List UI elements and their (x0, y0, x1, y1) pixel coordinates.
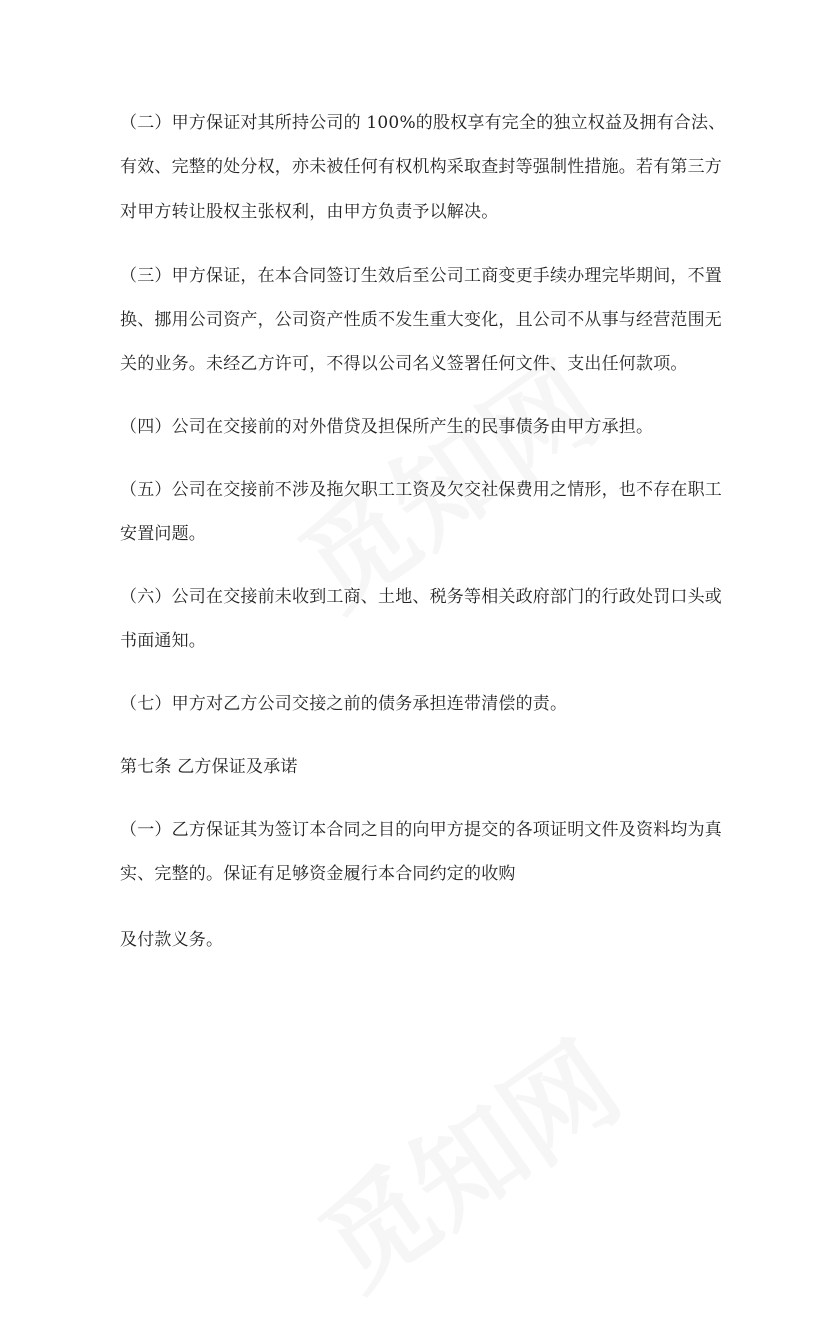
paragraph-line: 关的业务。未经乙方许可，不得以公司名义签署任何文件、支出任何款项。 (120, 354, 688, 374)
paragraph-line: （二）甲方保证对其所持公司的 100%的股权享有完全的独立权益及拥有合法、 (120, 113, 726, 133)
paragraph-line: （五）公司在交接前不涉及拖欠职工工资及欠交社保费用之情形，也不存在职工 (120, 480, 722, 500)
paragraph-line: （六）公司在交接前未收到工商、土地、税务等相关政府部门的行政处罚口头或 (120, 587, 722, 607)
paragraph-line: 实、完整的。保证有足够资金履行本合同约定的收购 (120, 864, 516, 884)
paragraph-line: 对甲方转让股权主张权利，由甲方负责予以解决。 (120, 202, 499, 222)
watermark (285, 1000, 646, 1318)
section-heading: 第七条 乙方保证及承诺 (120, 757, 298, 777)
paragraph-line: 有效、完整的处分权，亦未被任何有权机构采取查封等强制性措施。若有第三方 (120, 157, 722, 177)
paragraph-line: （三）甲方保证，在本合同签订生效后至公司工商变更手续办理完毕期间，不置 (120, 266, 722, 286)
paragraph-line: （一）乙方保证其为签订本合同之目的向甲方提交的各项证明文件及资料均为真 (120, 820, 722, 840)
paragraph-line: 及付款义务。 (120, 930, 224, 950)
paragraph-line: 安置问题。 (120, 524, 206, 544)
paragraph-line: （七）甲方对乙方公司交接之前的债务承担连带清偿的责。 (120, 694, 568, 714)
paragraph-line: 书面通知。 (120, 631, 206, 651)
paragraph-line: （四）公司在交接前的对外借贷及担保所产生的民事债务由甲方承担。 (120, 417, 654, 437)
paragraph-line: 换、挪用公司资产，公司资产性质不发生重大变化，且公司不从事与经营范围无 (120, 310, 722, 330)
